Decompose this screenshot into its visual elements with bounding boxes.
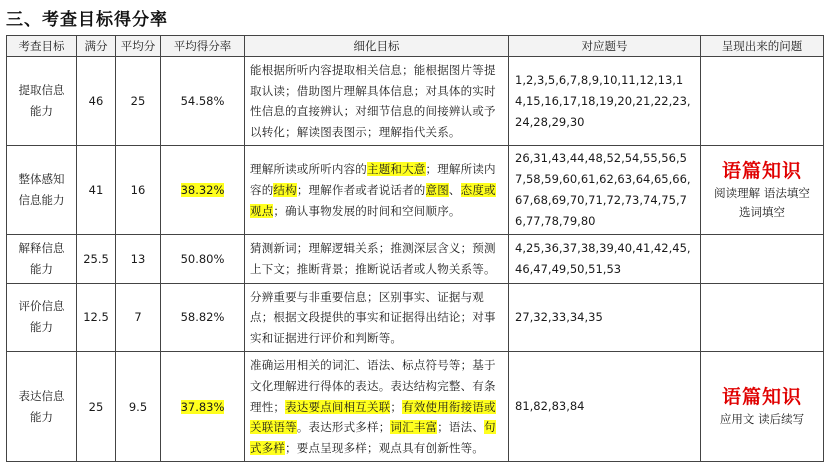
problem-detail: 应用文 读后续写 (719, 412, 805, 427)
header-cell: 满分 (77, 36, 116, 57)
question-numbers-cell: 81,82,83,84 (509, 352, 701, 462)
indicator-text: 整体感知 (18, 172, 65, 187)
section-title: 三、考查目标得分率 (6, 10, 168, 30)
indicator-text: 评价信息 (18, 299, 65, 314)
question-numbers-cell: 27,32,33,34,35 (509, 283, 701, 352)
highlighted-text: 有效使用衔接语或关联语等 (250, 399, 496, 435)
detail-cell (245, 146, 509, 235)
question-numbers-cell: 26,31,43,44,48,52,54,55,56,57,58,59,60,61,62,63,64,65,66,67,68,69,70,71,72,73,74,75,76,77,78,79,80 (509, 146, 701, 235)
detail-cell (245, 283, 509, 352)
table-row (7, 146, 824, 235)
detail-text: ；语法、 (437, 420, 485, 435)
detail-cell (245, 352, 509, 462)
full-score-cell: 46 (77, 57, 116, 146)
header-cell: 平均分 (116, 36, 161, 57)
detail-text: 、 (448, 183, 461, 198)
indicator-text: 能力 (30, 261, 53, 276)
problem-cell (701, 352, 824, 462)
detail-text: 准确运用相关的词汇、语法、标点符号等；基于文化理解进行得体的表达。表达结构完整、有条理性； (250, 358, 496, 414)
question-numbers-cell: 1,2,3,5,6,7,8,9,10,11,12,13,14,15,16,17,18,19,20,21,22,23,24,28,29,30 (509, 57, 701, 146)
detail-text: ；确认事物发展的时间和空间顺序。 (273, 203, 461, 218)
rate-value: 37.83% (180, 399, 225, 414)
header-cell: 考查目标 (7, 36, 77, 57)
average-score-cell: 13 (116, 235, 161, 283)
indicator-cell (7, 283, 77, 352)
average-rate-cell (161, 352, 245, 462)
average-score-cell: 25 (116, 57, 161, 146)
rate-value: 58.82% (180, 310, 225, 325)
problem-cell (701, 57, 824, 146)
indicator-text: 能力 (30, 104, 53, 119)
highlighted-text: 态度或观点 (250, 183, 496, 218)
table-row (7, 352, 824, 462)
highlighted-text: 主题和大意 (367, 162, 426, 177)
indicator-text: 能力 (30, 409, 53, 424)
problem-detail: 选词填空 (739, 205, 785, 220)
indicator-text: 信息能力 (18, 193, 65, 208)
highlighted-text: 意图 (425, 183, 449, 198)
rate-value: 50.80% (180, 251, 225, 266)
average-rate-cell (161, 57, 245, 146)
header-cell: 细化目标 (245, 36, 509, 57)
average-score-cell: 16 (116, 146, 161, 235)
problem-cell (701, 283, 824, 352)
score-rate-table (6, 35, 824, 462)
detail-text: 分辨重要与非重要信息；区别事实、证据与观点；根据文段提供的事实和证据得出结论；对事实和证据进行评价和判断等。 (250, 289, 496, 345)
indicator-text: 表达信息 (18, 388, 65, 403)
problem-detail: 阅读理解 语法填空 (714, 186, 810, 201)
highlighted-text: 表达要点间相互关联 (285, 399, 391, 414)
indicator-cell (7, 235, 77, 283)
problem-cell (701, 146, 824, 235)
table-header-row (7, 36, 824, 57)
problem-title: 语篇知识 (721, 386, 802, 409)
detail-text: ；要点呈现多样；观点具有创新性等。 (285, 440, 485, 455)
header-cell: 对应题号 (509, 36, 701, 57)
table-row (7, 57, 824, 146)
indicator-text: 提取信息 (18, 83, 65, 98)
full-score-cell: 12.5 (77, 283, 116, 352)
average-rate-cell (161, 283, 245, 352)
average-score-cell: 7 (116, 283, 161, 352)
highlighted-text: 结构 (273, 183, 297, 198)
detail-text: ；理解作者或者说话者的 (296, 183, 426, 198)
highlighted-text: 句式多样 (250, 420, 496, 455)
indicator-cell (7, 57, 77, 146)
detail-cell (245, 57, 509, 146)
header-cell: 平均得分率 (161, 36, 245, 57)
average-rate-cell (161, 235, 245, 283)
detail-text: ；理解所读内容的 (250, 162, 496, 198)
detail-text: 猜测新词；理解逻辑关系；推测深层含义；预测上下文；推断背景；推断说话者或人物关系等。 (250, 241, 496, 276)
detail-text: ； (390, 399, 403, 414)
indicator-text: 解释信息 (18, 240, 65, 255)
detail-text: 能根据所听内容提取相关信息；能根据图片等提取认读；借助图片理解具体信息；对具体的实时性信息的直接辨认；对细节信息的间接辨认或予以转化；解读图表图示；理解指代关系。 (250, 63, 496, 139)
rate-value: 38.32% (180, 183, 225, 198)
question-numbers-cell: 4,25,36,37,38,39,40,41,42,45,46,47,49,50,51,53 (509, 235, 701, 283)
problem-cell (701, 235, 824, 283)
detail-text: 。表达形式多样； (296, 420, 391, 435)
detail-cell (245, 235, 509, 283)
indicator-cell (7, 352, 77, 462)
indicator-text: 能力 (30, 320, 53, 335)
average-score-cell: 9.5 (116, 352, 161, 462)
table-row (7, 235, 824, 283)
rate-value: 54.58% (180, 94, 225, 109)
full-score-cell: 41 (77, 146, 116, 235)
indicator-cell (7, 146, 77, 235)
full-score-cell: 25 (77, 352, 116, 462)
average-rate-cell (161, 146, 245, 235)
highlighted-text: 词汇丰富 (390, 420, 438, 435)
detail-text: 理解所读或所听内容的 (250, 162, 367, 177)
table-row (7, 283, 824, 352)
problem-title: 语篇知识 (721, 160, 802, 183)
full-score-cell: 25.5 (77, 235, 116, 283)
header-cell: 呈现出来的问题 (701, 36, 824, 57)
